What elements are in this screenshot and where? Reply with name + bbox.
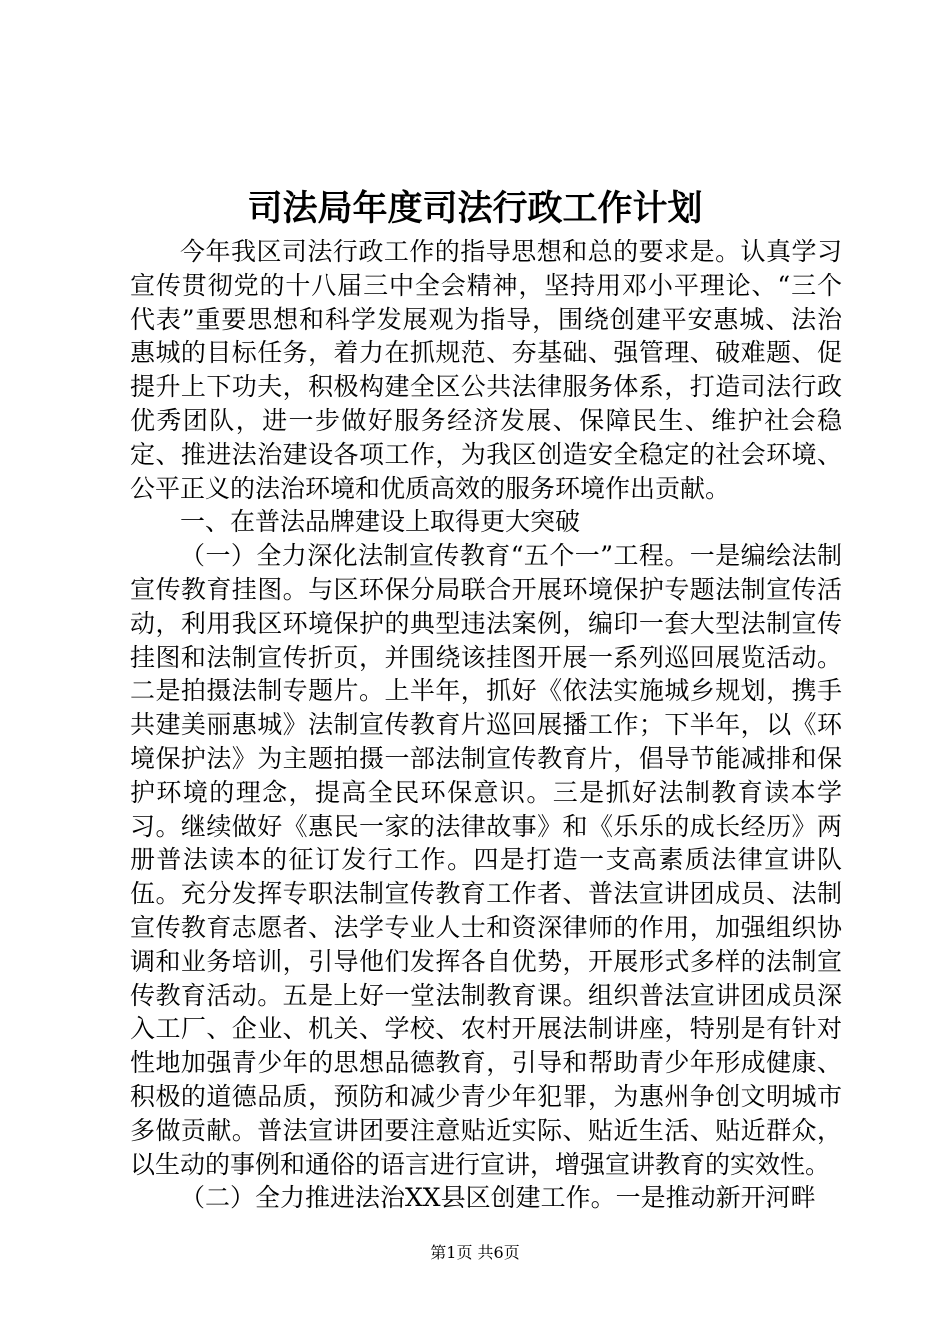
paragraph-item-1: （一）全力深化法制宣传教育“五个一”工程。一是编绘法制宣传教育挂图。与区环保分局联合开展环境保护专题法制宣传活动，利用我区环境保护的典型违法案例，编印一套大型法制宣传挂图和法制宣传折页，并围绕该挂图开展一系列巡回展览活动。二是拍摄法制专题片。上半年，抓好《依法实施城乡规划，携手共建美丽惠城》法制宣传教育片巡回展播工作；下半年，以《环境保护法》为主题拍摄一部法制宣传教育片，倡导节能减排和保护环境的理念，提高全民环保意识。三是抓好法制教育读本学习。继续做好《惠民一家的法律故事》和《乐乐的成长经历》两册普法读本的征订发行工作。四是打造一支高素质法律宣讲队伍。充分发挥专职法制宣传教育工作者、普法宣讲团成员、法制宣传教育志愿者、法学专业人士和资深律师的作用，加强组织协调和业务培训，引导他们发挥各自优势，开展形式多样的法制宣传教育活动。五是上好一堂法制教育课。组织普法宣讲团成员深入工厂、企业、机关、学校、农村开展法制讲座，特别是有针对性地加强青少年的思想品德教育，引导和帮助青少年形成健康、积极的道德品质，预防和减少青少年犯罪，为惠州争创文明城市多做贡献。普法宣讲团要注意贴近实际、贴近生活、贴近群众，以生动的事例和通俗的语言进行宣讲，增强宣讲教育的实效性。 [130, 541, 842, 1179]
paragraph-item-2: （二）全力推进法治XX县区创建工作。一是推动新开河畔 [180, 1183, 816, 1213]
paragraph-intro: 今年我区司法行政工作的指导思想和总的要求是。认真学习宣传贯彻党的十八届三中全会精神，坚持用邓小平理论、“三个代表”重要思想和科学发展观为指导，围绕创建平安惠城、法治惠城的目标任务，着力在抓规范、夯基础、强管理、破难题、促提升上下功夫，积极构建全区公共法律服务体系，打造司法行政优秀团队，进一步做好服务经济发展、保障民生、维护社会稳定、推进法治建设各项工作，为我区创造安全稳定的社会环境、公平正义的法治环境和优质高效的服务环境作出贡献。 [130, 237, 842, 503]
section-heading: 一、在普法品牌建设上取得更大突破 [180, 507, 581, 537]
document-body [130, 235, 842, 1215]
page-number: 第1页 共6页 [430, 1243, 520, 1262]
document-title: 司法局年度司法行政工作计划 [247, 188, 703, 229]
